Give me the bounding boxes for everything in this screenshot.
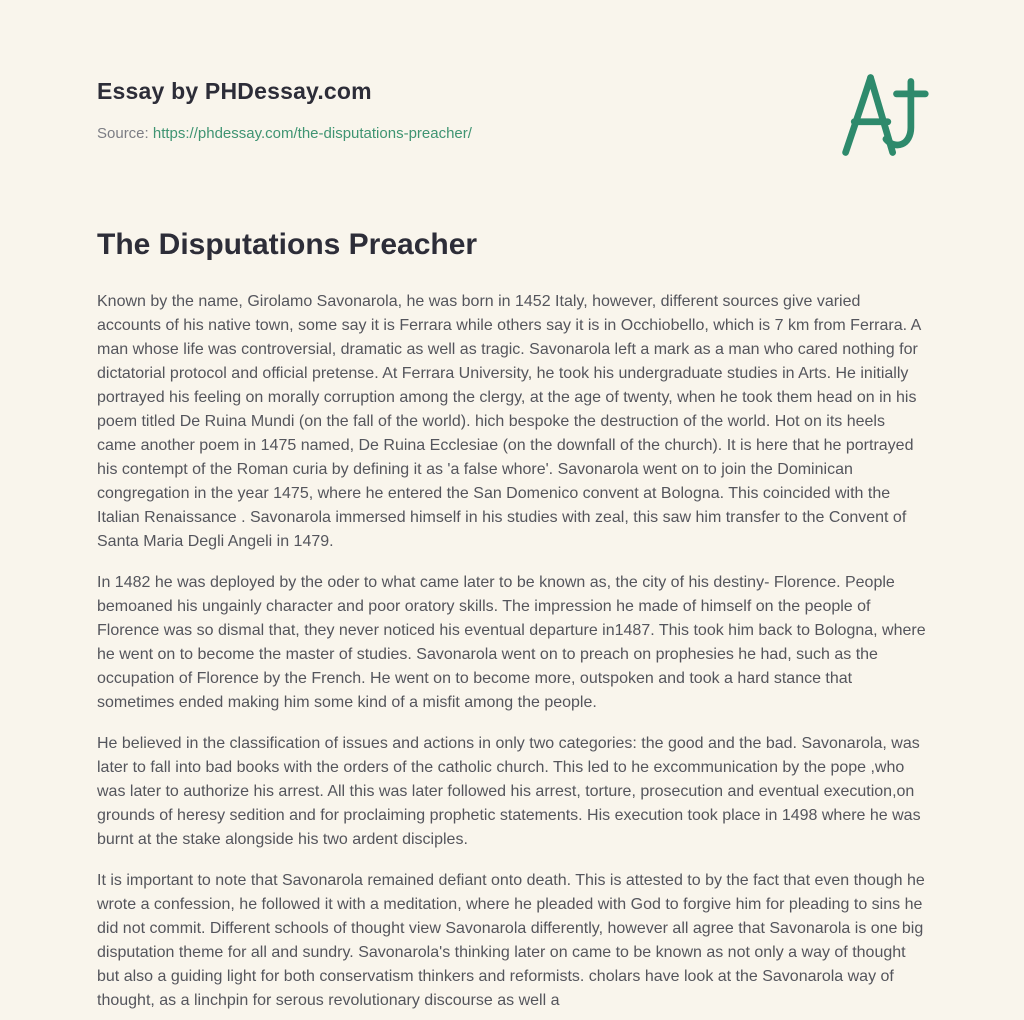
phdessay-logo-icon [836, 68, 932, 164]
page-title: The Disputations Preacher [97, 228, 478, 261]
essay-paragraph: He believed in the classification of issues and actions in only two categories: the good and the bad. Savonarola, was later to fall into bad books with the orders of the catholic church. This led to he excommunication by the pope ,who was later to authorize his arrest. All this was later followed his arrest, torture, prosecution and eventual execution,on grounds of heresy sedition and for proclaiming prophetic statements. His execution took place in 1498 where he was burnt at the stake alongside his two ardent disciples. [97, 735, 921, 848]
source-line [97, 125, 927, 142]
source-label: Source: [97, 125, 149, 142]
essay-body [97, 290, 927, 1013]
source-url-link[interactable]: https://phdessay.com/the-disputations-preacher/ [152, 125, 472, 142]
essay-paragraph: In 1482 he was deployed by the oder to what came later to be known as, the city of his destiny- Florence. People bemoaned his ungainly character and poor oratory skills. The impression he made of himself on the people of Florence was so dismal that, they never noticed his eventual departure in1487. This took him back to Bologna, where he went on to become the master of studies. Savonarola went on to preach on prophesies he had, such as the occupation of Florence by the French. He went on to become more, outspoken and took a hard stance that sometimes ended making him some kind of a misfit among the people. [97, 574, 926, 711]
essay-paragraph: Known by the name, Girolamo Savonarola, he was born in 1452 Italy, however, different sources give varied accounts of his native town, some say it is Ferrara while others say it is in Occhiobello, which is 7 km from Ferrara. A man whose life was controversial, dramatic as well as tragic. Savonarola left a mark as a man who cared nothing for dictatorial protocol and official pretense. At Ferrara University, he took his undergraduate studies in Arts. He initially portrayed his feeling on morally corruption among the clergy, at the age of twenty, when he took them head on in his poem titled De Ruina Mundi (on the fall of the world). hich bespoke the destruction of the world. Hot on its heels came another poem in 1475 named, De Ruina Ecclesiae (on the downfall of the church). It is here that he portrayed his contempt of the Roman curia by defining it as 'a false whore'. Savonarola went on to join the Dominican congregation in the year 1475, where he entered the San Domenico convent at Bologna. This coincided with the Italian Renaissance . Savonarola immersed himself in his studies with zeal, this saw him transfer to the Convent of Santa Maria Degli Angeli in 1479. [97, 293, 921, 550]
brand-heading: Essay by PHDessay.com [97, 78, 372, 104]
essay-paragraph: It is important to note that Savonarola remained defiant onto death. This is attested to by the fact that even though he wrote a confession, he followed it with a meditation, where he pleaded with God to forgive him for pleading to sins he did not commit. Different schools of thought view Savonarola differently, however all agree that Savonarola is one big disputation theme for all and sundry. Savonarola's thinking later on came to be known as not only a way of thought but also a guiding light for both conservatism thinkers and reformists. cholars have look at the Savonarola way of thought, as a linchpin for serous revolutionary discourse as well a [97, 872, 925, 1009]
phdessay-logo [836, 68, 932, 164]
